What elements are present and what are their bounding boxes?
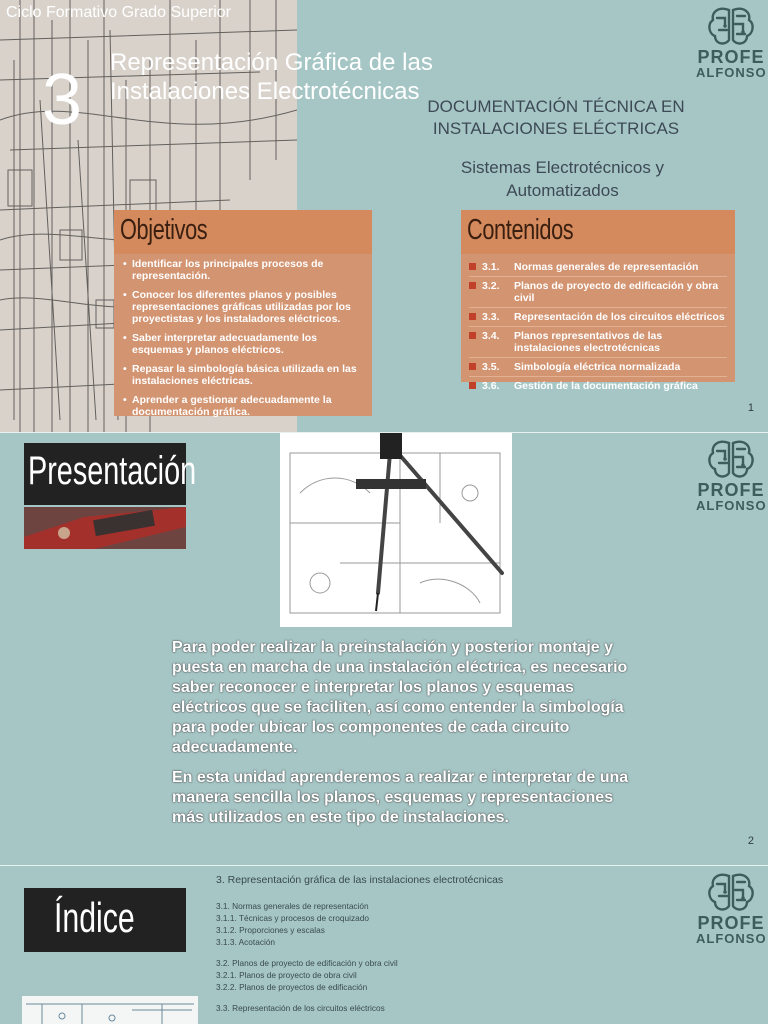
objective-item: • Conocer los diferentes planos y posibles representaciones gráficas utilizadas por los proyectistas y los instaladores eléctricos. xyxy=(132,289,364,325)
content-item: 3.4. Planos representativos de las instalaciones electrotécnicas xyxy=(469,327,727,358)
objective-item: • Aprender a gestionar adecuadamente la documentación gráfica. xyxy=(132,394,364,418)
contents-heading: Contenidos xyxy=(467,214,574,246)
content-item: 3.1. Normas generales de representación xyxy=(469,258,727,277)
logo-line-2: ALFONSO xyxy=(696,498,767,513)
document-subtitle: Sistemas Electrotécnicos y Automatizados xyxy=(460,158,665,200)
presentation-heading: Presentación xyxy=(28,449,197,493)
bullet-square-icon xyxy=(469,332,476,339)
page-number: 2 xyxy=(747,835,754,847)
compass-blueprint-image xyxy=(280,433,512,627)
presentation-body xyxy=(172,638,632,838)
document-title: DOCUMENTACIÓN TÉCNICA EN INSTALACIONES ELÉCTRICAS xyxy=(427,97,685,138)
multimeter-image xyxy=(24,507,186,549)
bullet-square-icon xyxy=(469,263,476,270)
content-item: 3.5. Simbología eléctrica normalizada xyxy=(469,358,727,377)
objective-item: • Repasar la simbología básica utilizada en las instalaciones eléctricas. xyxy=(132,363,364,387)
bullet-square-icon xyxy=(469,382,476,389)
index-entry: 3.1.1. Técnicas y procesos de croquizado xyxy=(216,913,369,923)
brain-circuit-icon xyxy=(705,437,757,481)
brain-circuit-icon xyxy=(705,4,757,48)
index-heading-box xyxy=(24,888,186,952)
content-item: 3.6. Gestión de la documentación gráfica xyxy=(469,377,727,395)
logo-line-1: PROFE xyxy=(697,913,765,933)
course-label: Ciclo Formativo Grado Superior xyxy=(6,4,231,21)
index-entry: 3.2.2. Planos de proyectos de edificación xyxy=(216,982,368,992)
index-list xyxy=(216,900,398,1014)
bullet-square-icon xyxy=(469,313,476,320)
index-entry: 3.1.2. Proporciones y escalas xyxy=(216,925,325,935)
profe-alfonso-logo xyxy=(696,4,766,80)
content-item: 3.2. Planos de proyecto de edificación y obra civil xyxy=(469,277,727,308)
slide-1 xyxy=(0,0,768,432)
logo-line-1: PROFE xyxy=(697,480,765,500)
slide-2 xyxy=(0,433,768,865)
brain-circuit-icon xyxy=(705,870,757,914)
bullet-square-icon xyxy=(469,282,476,289)
index-plan-image xyxy=(22,996,198,1024)
unit-title: Representación Gráfica de las Instalaciones Electrotécnicas xyxy=(110,49,433,105)
index-entry: 3.1. Normas generales de representación xyxy=(216,901,369,911)
index-entry: 3.1.3. Acotación xyxy=(216,937,276,947)
index-heading: Índice xyxy=(54,894,135,941)
contents-box xyxy=(461,210,735,392)
objectives-heading: Objetivos xyxy=(120,214,208,246)
index-entry: 3.2. Planos de proyecto de edificación y obra civil xyxy=(216,958,398,968)
presentation-paragraph: Para poder realizar la preinstalación y posterior montaje y puesta en marcha de una instalación eléctrica, es necesario saber reconocer e interpretar los planos y esquemas eléctricos que se faciliten, así como entender la simbología para poder ubicar los componentes de cada circuito adecuadamente. xyxy=(172,639,628,756)
logo-line-1: PROFE xyxy=(697,47,765,67)
logo-line-2: ALFONSO xyxy=(696,65,767,80)
objective-item: • Identificar los principales procesos de representación. xyxy=(132,258,364,282)
index-entry: 3.2.1. Planos de proyecto de obra civil xyxy=(216,970,357,980)
presentation-paragraph: En esta unidad aprenderemos a realizar e interpretar de una manera sencilla los planos, esquemas y representaciones más utilizados en este tipo de instalaciones. xyxy=(172,769,629,826)
profe-alfonso-logo xyxy=(696,870,766,946)
content-item: 3.3. Representación de los circuitos eléctricos xyxy=(469,308,727,327)
index-title: 3. Representación gráfica de las instalaciones electrotécnicas xyxy=(216,874,504,886)
page-number: 1 xyxy=(747,402,754,414)
objective-item: • Saber interpretar adecuadamente los esquemas y planos eléctricos. xyxy=(132,332,364,356)
presentation-heading-box xyxy=(24,443,197,505)
objectives-box xyxy=(114,210,372,416)
bullet-square-icon xyxy=(469,363,476,370)
profe-alfonso-logo xyxy=(696,437,766,513)
index-entry: 3.3. Representación de los circuitos eléctricos xyxy=(216,1003,385,1013)
logo-line-2: ALFONSO xyxy=(696,931,767,946)
slide-3 xyxy=(0,866,768,1024)
unit-number: 3 xyxy=(42,60,83,140)
